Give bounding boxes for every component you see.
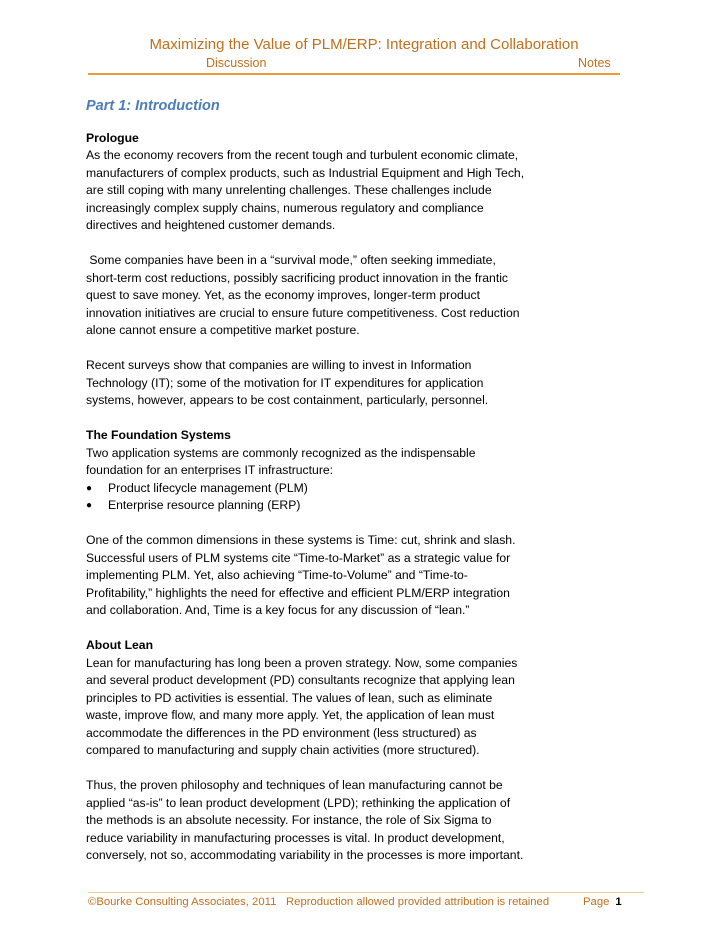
footer-reproduction-notice: Reproduction allowed provided attribution is retained — [286, 896, 550, 908]
page-number: 1 — [615, 896, 622, 908]
list-item-text: Enterprise resource planning (ERP) — [108, 498, 301, 512]
lean-paragraph-2: Thus, the proven philosophy and techniques of lean manufacturing cannot be applied “as-is” to lean product development (LPD); rethinking the application of the methods is an absolute necessity. For instance, the role of Six Sigma to reduce variability in manufacturing processes is vital. In product development, conversely, not so, accommodating variability in the processes is more important. — [86, 778, 524, 862]
lean-heading: About Lean — [86, 638, 154, 652]
bullet-icon: ● — [86, 482, 93, 494]
footer-divider — [88, 892, 644, 893]
notes-column-label: Notes — [578, 56, 611, 70]
prologue-paragraph-3: Recent surveys show that companies are willing to invest in Information Technology (IT); some of the motivation for IT expenditures for application systems, however, appears to be cost containment, particularly, personnel. — [86, 358, 489, 407]
bullet-icon: ● — [86, 500, 93, 511]
prologue-paragraph-2: Some companies have been in a “survival mode,” often seeking immediate, short-term cost reductions, possibly sacrificing product innovation in the frantic quest to save money. Yet, as the economy improves, longer-term product innovation initiatives are crucial to ensure future competitiveness. Cost reduction alone cannot ensure a competitive market posture. — [86, 253, 523, 337]
part-title: Part 1: Introduction — [86, 98, 220, 114]
page-label: Page — [583, 896, 610, 908]
main-content — [86, 98, 526, 882]
footer-copyright: ©Bourke Consulting Associates, 2011 — [88, 896, 277, 908]
foundation-heading: The Foundation Systems — [86, 428, 231, 442]
header-divider — [88, 73, 620, 75]
document-header-title: Maximizing the Value of PLM/ERP: Integration and Collaboration — [149, 36, 579, 53]
foundation-paragraph: One of the common dimensions in these systems is Time: cut, shrink and slash. Successful users of PLM systems cite “Time-to-Market” as a strategic value for implementing PLM. Yet, also achieving “Time-to-Volume” and “Time-to-Profitability,” highlights the need for effective and efficient PLM/ERP integration and collaboration. And, Time is a key focus for any discussion of “lean.” — [86, 533, 516, 617]
prologue-heading: Prologue — [86, 130, 139, 145]
footer-page — [583, 896, 622, 908]
list-item-text: Product lifecycle management (PLM) — [108, 480, 308, 495]
list-item — [86, 480, 526, 498]
foundation-intro: Two application systems are commonly recognized as the indispensable foundation for an enterprises IT infrastructure: — [86, 445, 476, 477]
lean-paragraph-1: Lean for manufacturing has long been a proven strategy. Now, some companies and several product development (PD) consultants recognize that applying lean principles to PD activities is essential. The values of lean, such as eliminate waste, improve flow, and many more apply. Yet, the application of lean must accommodate the differences in the PD environment (less structured) as compared to manufacturing and supply chain activities (more structured). — [86, 655, 518, 757]
discussion-column-label: Discussion — [206, 56, 267, 70]
prologue-paragraph-1: As the economy recovers from the recent tough and turbulent economic climate, manufacturers of complex products, such as Industrial Equipment and High Tech, are still coping with many unrelenting challenges. These challenges include increasingly complex supply chains, numerous regulatory and compliance directives and heightened customer demands. — [86, 148, 525, 232]
foundation-list — [86, 480, 526, 515]
list-item — [86, 497, 526, 515]
